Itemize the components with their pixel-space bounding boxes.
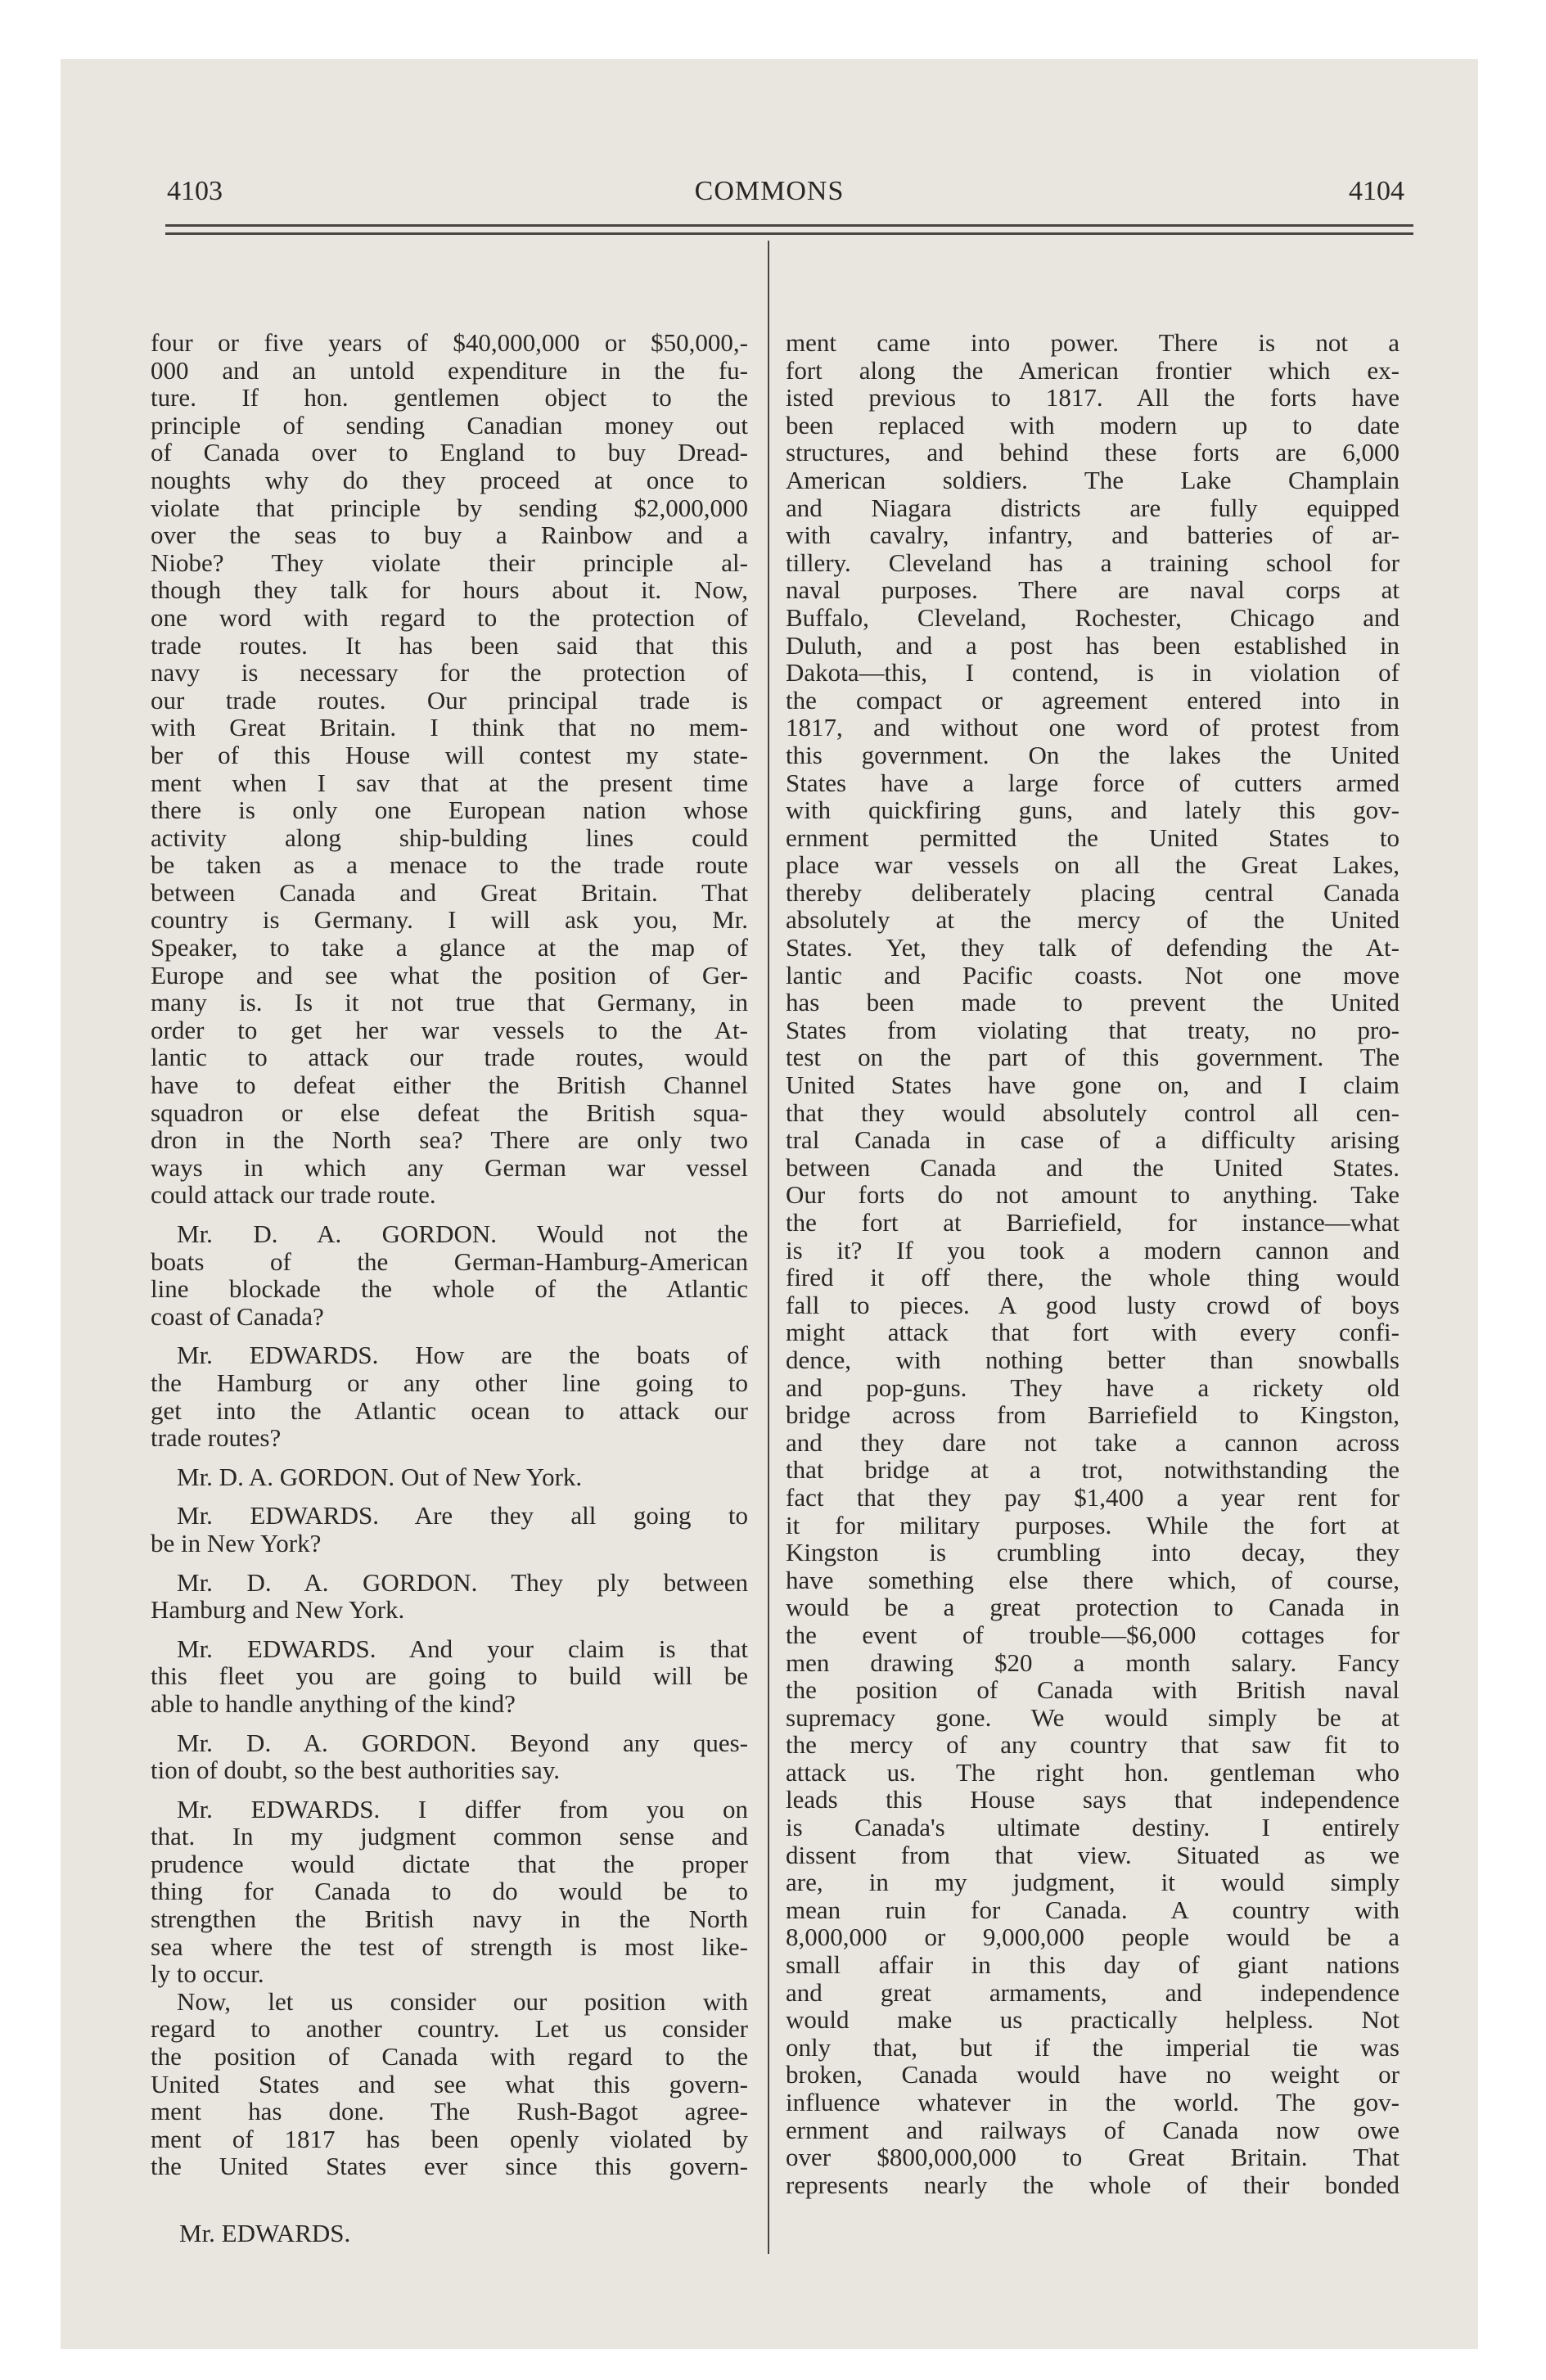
text-line: dissent from that view. Situated as we [786,1840,1400,1869]
paragraph-gap [151,1330,748,1341]
text-line: though they talk for hours about it. Now, [151,575,748,605]
text-line: would be a great protection to Canada in [786,1593,1400,1622]
text-line: Mr. EDWARDS. How are the boats of [177,1341,748,1370]
text-line: 8,000,000 or 9,000,000 people would be a [786,1922,1400,1952]
text-line: Mr. EDWARDS. And your claim is that [177,1634,748,1663]
text-line: tillery. Cleveland has a training school for [786,548,1400,577]
text-line: noughts why do they proceed at once to [151,465,748,494]
text-line: and great armaments, and independence [786,1977,1400,2007]
text-line: Duluth, and a post has been established in [786,630,1400,660]
text-line: American soldiers. The Lake Champlain [786,465,1400,494]
text-line: fall to pieces. A good lusty crowd of boys [786,1290,1400,1319]
text-line: Mr. EDWARDS. Are they all going to [177,1501,748,1530]
page-number-left: 4103 [167,176,223,206]
text-line: might attack that fort with every confi- [786,1318,1400,1347]
text-line: fort along the American frontier which ex- [786,355,1400,385]
text-line: the position of Canada with British naval [786,1675,1400,1705]
text-line: Mr. D. A. GORDON. They ply between [177,1567,748,1597]
text-line: sea where the test of strength is most like- [151,1931,748,1961]
text-line: supremacy gone. We would simply be at [786,1702,1400,1732]
paragraph-gap [151,1452,748,1463]
text-line: ment came into power. There is not a [786,328,1400,357]
text-line: mean ruin for Canada. A country with [786,1895,1400,1924]
text-line: principle of sending Canadian money out [151,410,748,439]
paragraph-gap [151,1209,748,1220]
text-line: States from violating that treaty, no pro- [786,1015,1400,1044]
text-line: this fleet you are going to build will be [151,1661,748,1691]
text-line: test on the part of this government. The [786,1043,1400,1072]
text-line: prudence would dictate that the proper [151,1849,748,1878]
text-line: this government. On the lakes the United [786,740,1400,769]
text-line: United States and see what this govern- [151,2069,748,2098]
text-line: over $800,000,000 to Great Britain. That [786,2143,1400,2172]
text-line: squadron or else defeat the British squa- [151,1098,748,1127]
text-line: between Canada and the United States. [786,1152,1400,1182]
text-line: is it? If you took a modern cannon and [786,1235,1400,1264]
text-line: has been made to prevent the United [786,988,1400,1017]
text-line: that they would absolutely control all cen- [786,1098,1400,1127]
text-line: Europe and see what the position of Ger- [151,960,748,989]
text-line: activity along ship-bulding lines could [151,823,748,852]
text-line: States. Yet, they talk of defending the At- [786,933,1400,962]
header-rule [165,232,1413,235]
column-divider [768,241,769,2254]
text-line: ber of this House will contest my state- [151,740,748,769]
text-line: place war vessels on all the Great Lakes, [786,850,1400,880]
text-line: the mercy of any country that saw fit to [786,1730,1400,1760]
text-line: could attack our trade route. [151,1180,436,1210]
text-line: coast of Canada? [151,1301,324,1331]
text-line: and pop-guns. They have a rickety old [786,1373,1400,1402]
text-line: Hamburg and New York. [151,1595,405,1625]
text-line: over the seas to buy a Rainbow and a [151,521,748,550]
header-rule [165,224,1413,227]
document-page [61,59,1478,2349]
text-line: be in New York? [151,1528,322,1557]
text-line: many is. Is it not true that Germany, in [151,988,748,1017]
running-title: COMMONS [694,176,845,206]
text-line: men drawing $20 a month salary. Fancy [786,1648,1400,1677]
text-line: only that, but if the imperial tie was [786,2032,1400,2062]
paragraph-gap [151,1557,748,1569]
text-line: States have a large force of cutters armed [786,768,1400,797]
text-line: Buffalo, Cleveland, Rochester, Chicago and [786,602,1400,632]
text-line: would make us practically helpless. Not [786,2005,1400,2035]
text-line: Dakota—this, I contend, is in violation of [786,658,1400,687]
text-line: attack us. The right hon. gentleman who [786,1757,1400,1787]
text-line: be taken as a menace to the trade route [151,850,748,880]
text-line: Mr. EDWARDS. I differ from you on [177,1794,748,1823]
text-line: ly to occur. [151,1959,264,1989]
text-line: influence whatever in the world. The gov- [786,2088,1400,2116]
text-line: Now, let us consider our position with [177,1986,748,2016]
text-line: regard to another country. Let us consider [151,2014,748,2044]
text-line: 000 and an untold expenditure in the fu- [151,355,748,385]
page-number-right: 4104 [1349,176,1404,206]
text-line: lantic to attack our trade routes, would [151,1043,748,1072]
text-line: and they dare not take a cannon across [786,1427,1400,1457]
text-line: able to handle anything of the kind? [151,1688,516,1718]
text-line: bridge across from Barriefield to Kingston, [786,1400,1400,1430]
text-line: the compact or agreement entered into in [786,685,1400,714]
text-line: one word with regard to the protection of [151,602,748,632]
text-line: of Canada over to England to buy Dread- [151,438,748,467]
speaker-catchword: Mr. EDWARDS. [179,2219,351,2247]
text-line: the United States ever since this govern- [151,2152,748,2181]
text-line: the Hamburg or any other line going to [151,1368,748,1397]
paragraph-gap [151,1624,748,1635]
text-line: Niobe? They violate their principle al- [151,548,748,577]
text-line: isted previous to 1817. All the forts have [786,383,1400,412]
text-line: the fort at Barriefield, for instance—what [786,1208,1400,1237]
text-line: that. In my judgment common sense and [151,1822,748,1851]
text-line: ment has done. The Rush-Bagot agree- [151,2097,748,2126]
text-line: strengthen the British navy in the North [151,1904,748,1934]
text-line: navy is necessary for the protection of [151,658,748,687]
text-line: between Canada and Great Britain. That [151,877,748,907]
text-line: four or five years of $40,000,000 or $50,000,- [151,328,748,357]
text-line: is Canada's ultimate destiny. I entirely [786,1813,1400,1842]
text-line: leads this House says that independence [786,1785,1400,1814]
text-line: ernment and railways of Canada now owe [786,2115,1400,2144]
text-line: United States have gone on, and I claim [786,1071,1400,1100]
text-line: ment of 1817 has been openly violated by [151,2124,748,2153]
text-line: there is only one European nation whose [151,796,748,825]
text-line: line blockade the whole of the Atlantic [151,1274,748,1304]
text-line: and Niagara districts are fully equipped [786,493,1400,522]
text-line: Kingston is crumbling into decay, they [786,1538,1400,1567]
text-line: been replaced with modern up to date [786,410,1400,439]
text-line: with quickfiring guns, and lately this gov- [786,796,1400,825]
text-line: represents nearly the whole of their bonded [786,2170,1400,2199]
text-line: naval purposes. There are naval corps at [786,575,1400,605]
text-line: the event of trouble—$6,000 cottages for [786,1620,1400,1649]
text-line: are, in my judgment, it would simply [786,1868,1400,1897]
text-line: Mr. D. A. GORDON. Beyond any ques- [177,1728,748,1757]
text-line: ernment permitted the United States to [786,823,1400,852]
paragraph-gap [151,1490,748,1502]
paragraph-gap [151,1718,748,1729]
text-line: fired it off there, the whole thing would [786,1263,1400,1292]
text-line: ment when I sav that at the present time [151,768,748,797]
text-line: dence, with nothing better than snowballs [786,1345,1400,1374]
text-line: country is Germany. I will ask you, Mr. [151,905,748,935]
text-line: absolutely at the mercy of the United [786,905,1400,935]
text-line: Speaker, to take a glance at the map of [151,933,748,962]
text-line: have to defeat either the British Channel [151,1071,748,1100]
text-line: it for military purposes. While the fort at [786,1510,1400,1539]
text-line: the position of Canada with regard to the [151,2042,748,2071]
text-line: Mr. D. A. GORDON. Would not the [177,1219,748,1248]
text-line: order to get her war vessels to the At- [151,1015,748,1044]
text-line: lantic and Pacific coasts. Not one move [786,960,1400,989]
text-line: structures, and behind these forts are 6,000 [786,438,1400,467]
text-line: thing for Canada to do would be to [151,1877,748,1906]
text-line: Our forts do not amount to anything. Take [786,1180,1400,1210]
text-line: trade routes? [151,1423,282,1453]
text-line: small affair in this day of giant nations [786,1950,1400,1980]
text-line: Mr. D. A. GORDON. Out of New York. [177,1462,583,1491]
right-column [786,329,1400,2198]
text-line: that bridge at a trot, notwithstanding the [786,1455,1400,1485]
text-line: 1817, and without one word of protest from [786,713,1400,742]
text-line: tion of doubt, so the best authorities say. [151,1756,560,1785]
text-line: ways in which any German war vessel [151,1152,748,1182]
text-line: violate that principle by sending $2,000,000 [151,493,748,522]
text-line: our trade routes. Our principal trade is [151,685,748,714]
text-line: with Great Britain. I think that no mem- [151,713,748,742]
text-line: with cavalry, infantry, and batteries of ar- [786,521,1400,550]
text-line: ture. If hon. gentlemen object to the [151,383,748,412]
text-line: broken, Canada would have no weight or [786,2060,1400,2089]
text-line: boats of the German-Hamburg-American [151,1246,748,1276]
text-line: have something else there which, of course, [786,1565,1400,1594]
text-line: dron in the North sea? There are only two [151,1125,748,1155]
text-line: thereby deliberately placing central Canada [786,877,1400,907]
text-line: fact that they pay $1,400 a year rent for [786,1482,1400,1512]
paragraph-gap [151,1784,748,1796]
text-line: get into the Atlantic ocean to attack our [151,1395,748,1425]
text-line: tral Canada in case of a difficulty arising [786,1125,1400,1155]
left-column [151,329,748,2180]
text-line: trade routes. It has been said that this [151,630,748,660]
